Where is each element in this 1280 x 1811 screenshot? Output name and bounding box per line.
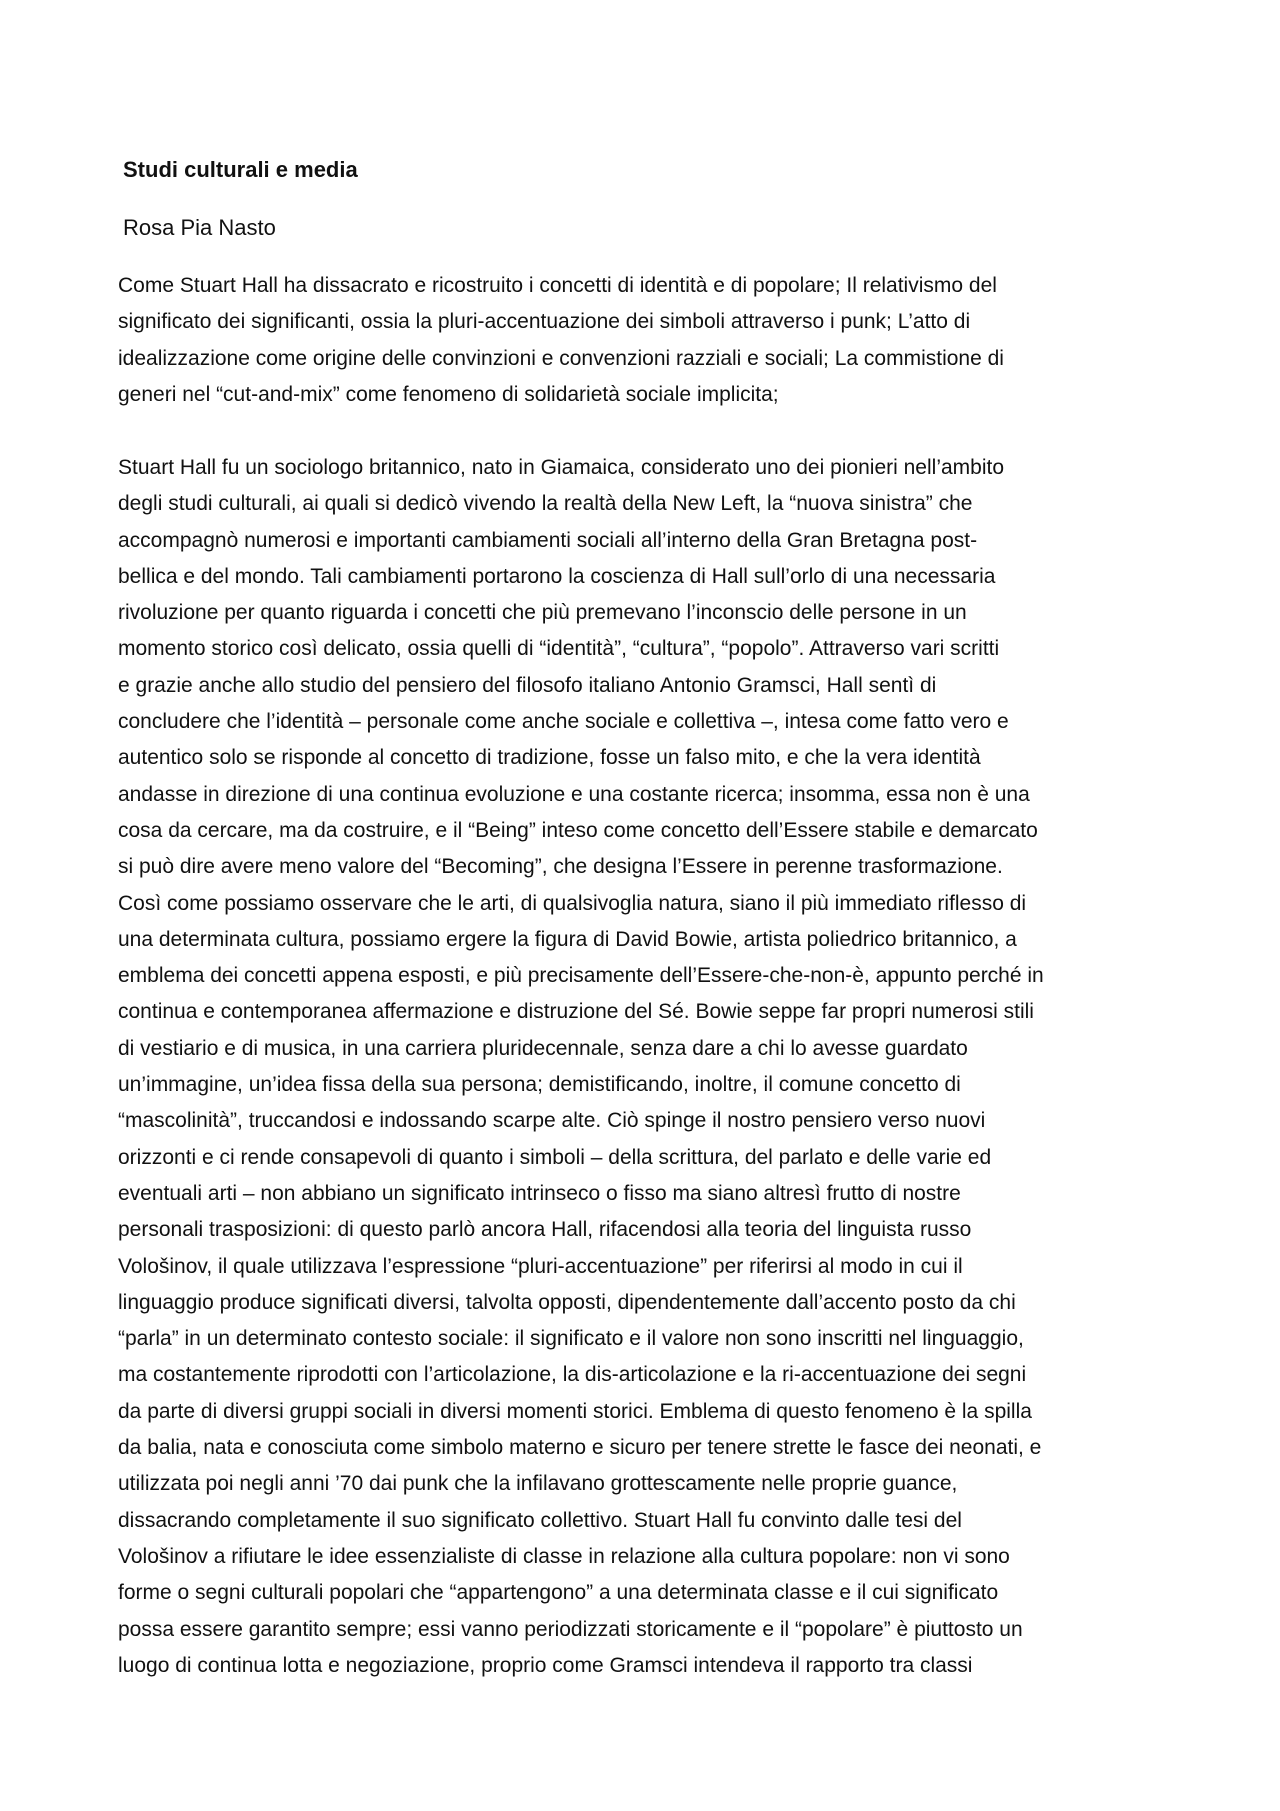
paragraph-line: luogo di continua lotta e negoziazione, proprio come Gramsci intendeva il rapporto tra classi	[118, 1653, 973, 1677]
paragraph-line: Così come possiamo osservare che le arti, di qualsivoglia natura, siano il più immediato riflesso di	[118, 891, 1027, 915]
abstract-paragraph	[118, 268, 1178, 413]
paragraph-line: idealizzazione come origine delle convinzioni e convenzioni razziali e sociali; La commistione di	[118, 346, 1004, 370]
document-title: Studi culturali e media	[123, 157, 358, 182]
paragraph-line: Vološinov a rifiutare le idee essenzialiste di classe in relazione alla cultura popolare: non vi sono	[118, 1544, 1010, 1568]
body-paragraph	[118, 450, 1178, 1684]
paragraph-line: accompagnò numerosi e importanti cambiamenti sociali all’interno della Gran Bretagna post-	[118, 528, 978, 552]
paragraph-line: degli studi culturali, ai quali si dedicò vivendo la realtà della New Left, la “nuova sinistra” che	[118, 492, 973, 516]
paragraph-line: emblema dei concetti appena esposti, e più precisamente dell’Essere-che-non-è, appunto perché in	[118, 964, 1044, 988]
paragraph-line: orizzonti e ci rende consapevoli di quanto i simboli – della scrittura, del parlato e delle varie ed	[118, 1145, 992, 1169]
paragraph-line: si può dire avere meno valore del “Becoming”, che designa l’Essere in perenne trasformazione.	[118, 855, 1003, 879]
paragraph-line: momento storico così delicato, ossia quelli di “identità”, “cultura”, “popolo”. Attraverso vari scritti	[118, 637, 1000, 661]
paragraph-line: una determinata cultura, possiamo ergere la figura di David Bowie, artista poliedrico britannico, a	[118, 927, 1017, 951]
document-author: Rosa Pia Nasto	[123, 215, 276, 240]
paragraph-line: personali trasposizioni: di questo parlò ancora Hall, rifacendosi alla teoria del linguista russo	[118, 1218, 972, 1242]
paragraph-line: utilizzata poi negli anni ’70 dai punk che la infilavano grottescamente nelle proprie guance,	[118, 1472, 958, 1496]
paragraph-line: Come Stuart Hall ha dissacrato e ricostruito i concetti di identità e di popolare; Il relativismo del	[118, 274, 997, 297]
paragraph-line: Stuart Hall fu un sociologo britannico, nato in Giamaica, considerato uno dei pionieri nell’ambito	[118, 456, 1005, 479]
paragraph-line: significato dei significanti, ossia la pluri-accentuazione dei simboli attraverso i punk; L’atto di	[118, 310, 971, 334]
paragraph-line: “parla” in un determinato contesto sociale: il significato e il valore non sono inscritti nel linguaggio,	[118, 1327, 1024, 1351]
paragraph-line: bellica e del mondo. Tali cambiamenti portarono la coscienza di Hall sull’orlo di una necessaria	[118, 564, 996, 588]
paragraph-line: rivoluzione per quanto riguarda i concetti che più premevano l’inconscio delle persone in un	[118, 601, 967, 625]
paragraph-line: di vestiario e di musica, in una carriera pluridecennale, senza dare a chi lo avesse guardato	[118, 1036, 968, 1060]
paragraph-line: continua e contemporanea affermazione e distruzione del Sé. Bowie seppe far propri numerosi stili	[118, 1000, 1034, 1024]
paragraph-line: Vološinov, il quale utilizzava l’espressione “pluri-accentuazione” per riferirsi al modo in cui il	[118, 1254, 963, 1278]
paragraph-line: linguaggio produce significati diversi, talvolta opposti, dipendentemente dall’accento posto da chi	[118, 1290, 1016, 1314]
paragraph-line: eventuali arti – non abbiano un significato intrinseco o fisso ma siano altresì frutto di nostre	[118, 1181, 961, 1205]
paragraph-line: generi nel “cut-and-mix” come fenomeno di solidarietà sociale implicita;	[118, 382, 779, 406]
paragraph-line: possa essere garantito sempre; essi vanno periodizzati storicamente e il “popolare” è piuttosto un	[118, 1617, 1023, 1641]
paragraph-line: ma costantemente riprodotti con l’articolazione, la dis-articolazione e la ri-accentuazione dei segni	[118, 1363, 1027, 1387]
paragraph-line: autentico solo se risponde al concetto di tradizione, fosse un falso mito, e che la vera identità	[118, 746, 981, 770]
paragraph-line: e grazie anche allo studio del pensiero del filosofo italiano Antonio Gramsci, Hall sentì di	[118, 673, 937, 697]
paragraph-line: forme o segni culturali popolari che “appartengono” a una determinata classe e il cui significato	[118, 1581, 999, 1605]
paragraph-line: dissacrando completamente il suo significato collettivo. Stuart Hall fu convinto dalle tesi del	[118, 1508, 962, 1532]
paragraph-line: andasse in direzione di una continua evoluzione e una costante ricerca; insomma, essa non è una	[118, 782, 1030, 806]
paragraph-line: da balia, nata e conosciuta come simbolo materno e sicuro per tenere strette le fasce dei neonati, e	[118, 1436, 1042, 1460]
paragraph-line: “mascolinità”, truccandosi e indossando scarpe alte. Ciò spinge il nostro pensiero verso nuovi	[118, 1109, 986, 1133]
paragraph-line: concludere che l’identità – personale come anche sociale e collettiva –, intesa come fatto vero e	[118, 710, 1009, 734]
paragraph-line: cosa da cercare, ma da costruire, e il “Being” inteso come concetto dell’Essere stabile e demarcato	[118, 818, 1038, 842]
paragraph-line: da parte di diversi gruppi sociali in diversi momenti storici. Emblema di questo fenomeno è la spilla	[118, 1399, 1032, 1423]
paragraph-line: un’immagine, un’idea fissa della sua persona; demistificando, inoltre, il comune concetto di	[118, 1073, 961, 1097]
